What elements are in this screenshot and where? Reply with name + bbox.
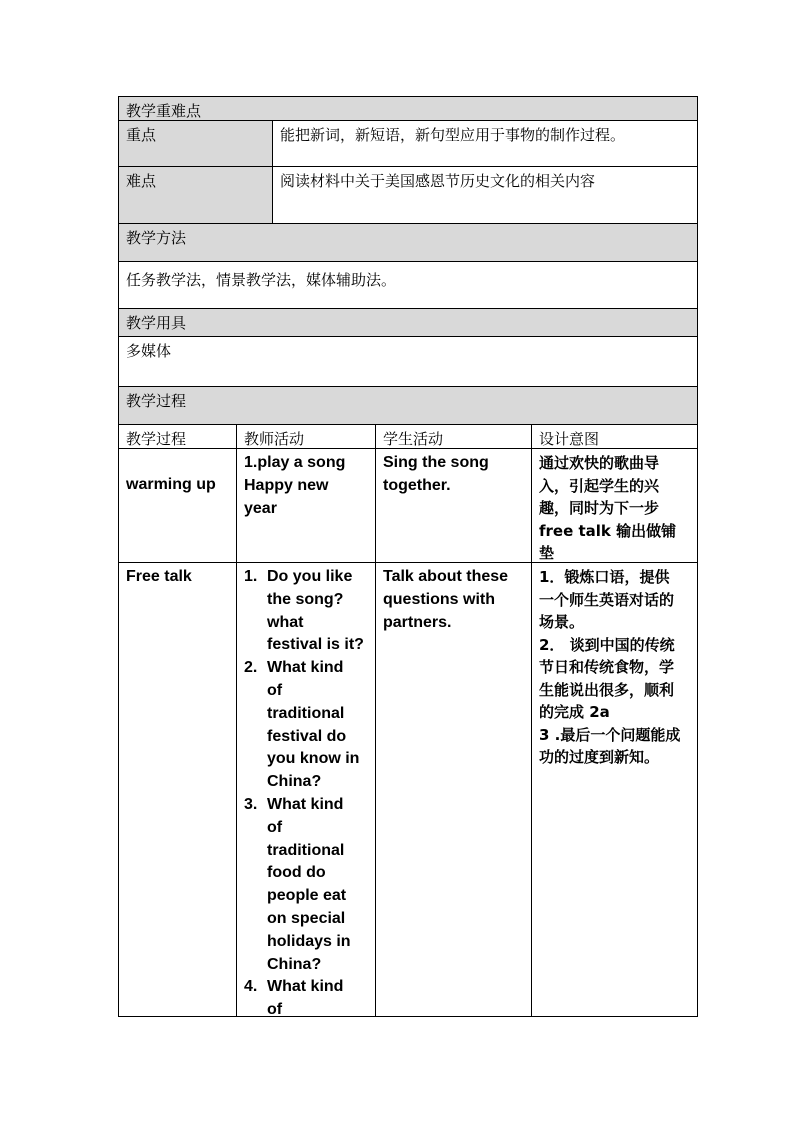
key-points-header-row [119,97,697,121]
intent-line: 生能说出很多，顺利 [539,680,675,699]
question-line: people eat [267,887,347,905]
process-column-header-row [119,425,697,449]
question-text [267,976,369,1022]
question-line: what [267,613,304,631]
question-line: What kind [267,978,344,996]
question-line: you know in [267,750,360,768]
stage-cell: warming up [126,476,216,493]
student-activity-cell [375,449,531,562]
stage-cell: Free talk [126,568,192,585]
question-line: of [267,681,283,699]
intent-line: 2． 谈到中国的传统 [539,635,675,654]
intent-line: 趣，同时为下一步 [539,499,660,517]
column-header-teacher: 教师活动 [236,425,375,448]
tools-row [119,337,697,387]
intent-line: 入，引起学生的兴 [539,476,660,495]
teacher-line: 1.play a song [244,454,346,471]
student-line: Sing the song [383,454,489,471]
intent-line: 通过欢快的歌曲导 [539,454,660,472]
method-row [119,262,697,309]
question-number: 4. [244,978,258,996]
question-line: of [267,1001,283,1019]
question-item [244,794,369,976]
intent-line: 的完成 2a [539,703,610,721]
difficulty-label: 难点 [119,167,272,223]
student-line: questions with [383,590,495,608]
question-number: 2. [244,659,258,677]
question-text [267,794,369,976]
key-point-label: 重点 [119,121,272,166]
question-item [244,566,369,657]
intent-line: 场景。 [539,613,585,631]
lesson-plan-table [118,96,698,1017]
question-text [267,657,369,794]
method-text: 任务教学法，情景教学法，媒体辅助法。 [126,271,397,289]
question-line: the song? [267,590,344,608]
question-number: 1. [244,568,258,585]
intent-line: 垫 [539,544,555,562]
intent-line: free talk 输出做铺 [539,521,677,540]
student-line: together. [383,476,451,494]
question-line: China? [267,955,322,973]
question-list [244,566,369,1022]
question-line: traditional [267,704,345,722]
question-line: Do you like [267,568,353,585]
design-intent-cell [531,449,697,562]
question-line: food do [267,864,326,882]
intent-line: 节日和传统食物，学 [539,658,675,676]
question-line: on special [267,909,346,927]
question-line: traditional [267,841,345,859]
student-line: partners. [383,613,452,631]
key-point-row [119,121,697,167]
tools-header: 教学用具 [119,309,697,336]
question-line: festival do [267,727,347,745]
column-header-stage: 教学过程 [126,430,187,448]
column-header-student: 学生活动 [375,425,531,448]
process-header-row [119,387,697,425]
question-item [244,976,369,1022]
process-header: 教学过程 [119,387,697,424]
difficulty-text: 阅读材料中关于美国感恩节历史文化的相关内容 [272,167,697,223]
teacher-activity-cell [236,449,375,562]
teacher-line: Happy new [244,476,329,494]
tools-header-row [119,309,697,337]
question-line: What kind [267,795,344,813]
table-row [119,449,697,563]
question-line: festival is it? [267,636,364,654]
difficulty-row [119,167,697,224]
question-item [244,657,369,794]
column-header-intent: 设计意图 [531,425,697,448]
teacher-activity-cell [236,563,375,1019]
design-intent-cell [531,563,697,1016]
intent-line: 功的过度到新知。 [539,748,660,766]
method-header: 教学方法 [119,224,697,261]
question-line: What kind [267,659,344,677]
intent-line: 一个师生英语对话的 [539,590,675,609]
key-point-text: 能把新词，新短语，新句型应用于事物的制作过程。 [272,121,697,166]
key-points-header: 教学重难点 [119,97,697,120]
method-header-row [119,224,697,262]
question-number: 3. [244,795,258,813]
question-text [267,566,369,657]
student-activity-cell [375,563,531,1016]
tools-text: 多媒体 [126,342,172,360]
question-line: holidays in [267,932,351,950]
question-line: of [267,818,283,836]
table-row [119,563,697,1017]
intent-line: 1．锻炼口语，提供 [539,568,670,586]
teacher-line: year [244,499,277,517]
intent-line: 3 .最后一个问题能成 [539,725,681,744]
question-line: China? [267,773,322,791]
student-line: Talk about these [383,568,509,585]
